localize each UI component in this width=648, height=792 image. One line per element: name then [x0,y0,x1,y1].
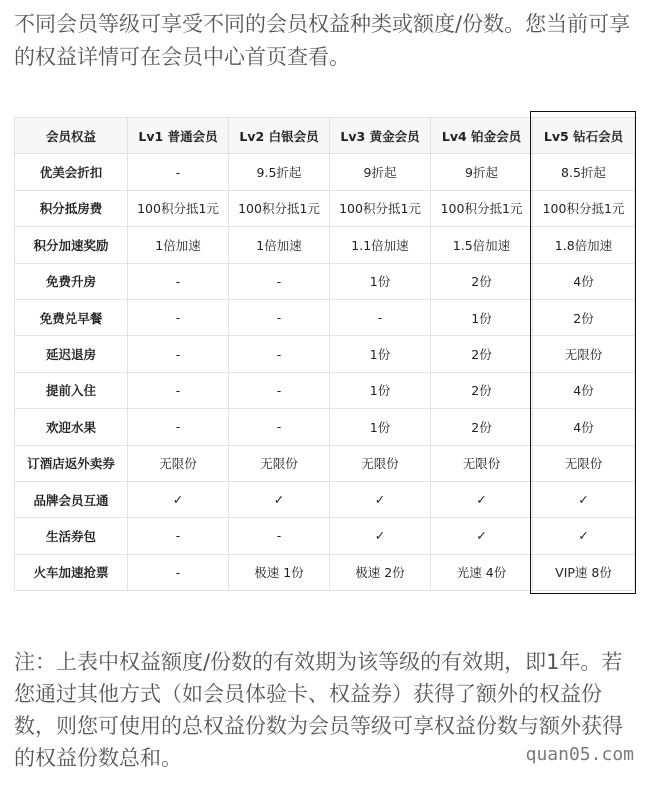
table-cell: 9折起 [431,154,533,190]
header-lv3: Lv3 黄金会员 [330,118,431,154]
member-rights-table [14,117,635,591]
table-cell: 1倍加速 [229,227,330,263]
table-cell: 极速 1份 [229,554,330,590]
table-cell: 无限份 [229,445,330,481]
table-cell: ✓ [229,481,330,517]
table-cell: 1份 [431,299,533,335]
row-label: 订酒店返外卖券 [15,445,128,481]
table-row [15,554,635,590]
table-cell: 光速 4份 [431,554,533,590]
header-lv1: Lv1 普通会员 [128,118,229,154]
table-cell: ✓ [128,481,229,517]
table-row [15,190,635,226]
table-cell: 1份 [330,372,431,408]
table-cell: 无限份 [533,336,635,372]
table-cell: - [330,299,431,335]
table-cell: 1份 [330,263,431,299]
header-rights: 会员权益 [15,118,128,154]
table-cell: - [128,263,229,299]
note-text: 注：上表中权益额度/份数的有效期为该等级的有效期，即1年。若您通过其他方式（如会员体验卡、权益券）获得了额外的权益份数，则您可使用的总权益份数为会员等级可享权益份数与额外获得的权益份数总和。 [14,650,623,770]
table-cell: ✓ [330,481,431,517]
row-label: 火车加速抢票 [15,554,128,590]
table-cell: 1.5倍加速 [431,227,533,263]
table-row [15,154,635,190]
table-cell: ✓ [533,518,635,554]
table-cell: 2份 [533,299,635,335]
row-label: 延迟退房 [15,336,128,372]
table-cell: 极速 2份 [330,554,431,590]
row-label: 积分抵房费 [15,190,128,226]
table-cell: 9.5折起 [229,154,330,190]
table-cell: 2份 [431,336,533,372]
table-row [15,372,635,408]
table-cell: ✓ [330,518,431,554]
table-cell: 1份 [330,409,431,445]
row-label: 品牌会员互通 [15,481,128,517]
table-cell: - [128,409,229,445]
table-row [15,299,635,335]
table-cell: 100积分抵1元 [128,190,229,226]
table-cell: ✓ [533,481,635,517]
table-cell: 100积分抵1元 [431,190,533,226]
table-cell: - [229,409,330,445]
table-row [15,227,635,263]
table-cell: 无限份 [431,445,533,481]
row-label: 优美会折扣 [15,154,128,190]
table-header-row [15,118,635,154]
table-cell: 100积分抵1元 [229,190,330,226]
table-cell: - [128,154,229,190]
intro-text: 不同会员等级可享受不同的会员权益种类或额度/份数。您当前可享的权益详情可在会员中心首页查看。 [14,12,631,69]
table-row [15,518,635,554]
table-cell: VIP速 8份 [533,554,635,590]
table-cell: 无限份 [533,445,635,481]
watermark: quan05.com [525,744,634,765]
table-cell: 2份 [431,372,533,408]
table-row [15,409,635,445]
table-cell: 9折起 [330,154,431,190]
row-label: 积分加速奖励 [15,227,128,263]
header-lv4: Lv4 铂金会员 [431,118,533,154]
table-cell: - [229,518,330,554]
table-cell: - [128,554,229,590]
table-cell: - [229,299,330,335]
table-cell: ✓ [431,518,533,554]
table-cell: 4份 [533,372,635,408]
table-cell: 100积分抵1元 [533,190,635,226]
table-cell: - [128,299,229,335]
table-cell: - [229,336,330,372]
table-row [15,445,635,481]
header-lv2: Lv2 白银会员 [229,118,330,154]
table-cell: 1.8倍加速 [533,227,635,263]
table-cell: 1份 [330,336,431,372]
row-label: 生活券包 [15,518,128,554]
table-cell: 1.1倍加速 [330,227,431,263]
row-label: 欢迎水果 [15,409,128,445]
table-cell: 2份 [431,263,533,299]
table-cell: ✓ [431,481,533,517]
table-cell: 4份 [533,263,635,299]
table-cell: 100积分抵1元 [330,190,431,226]
header-lv5: Lv5 钻石会员 [533,118,635,154]
table-cell: - [229,263,330,299]
table-cell: 4份 [533,409,635,445]
table-cell: - [229,372,330,408]
table-row [15,481,635,517]
table-cell: 8.5折起 [533,154,635,190]
table-cell: 无限份 [330,445,431,481]
table-cell: - [128,372,229,408]
row-label: 免费升房 [15,263,128,299]
table-cell: - [128,518,229,554]
table-cell: 2份 [431,409,533,445]
row-label: 免费兑早餐 [15,299,128,335]
table-row [15,336,635,372]
table-cell: - [128,336,229,372]
table-cell: 1倍加速 [128,227,229,263]
table-body [15,154,635,591]
table-row [15,263,635,299]
row-label: 提前入住 [15,372,128,408]
member-rights-table-wrap [14,117,635,591]
table-cell: 无限份 [128,445,229,481]
